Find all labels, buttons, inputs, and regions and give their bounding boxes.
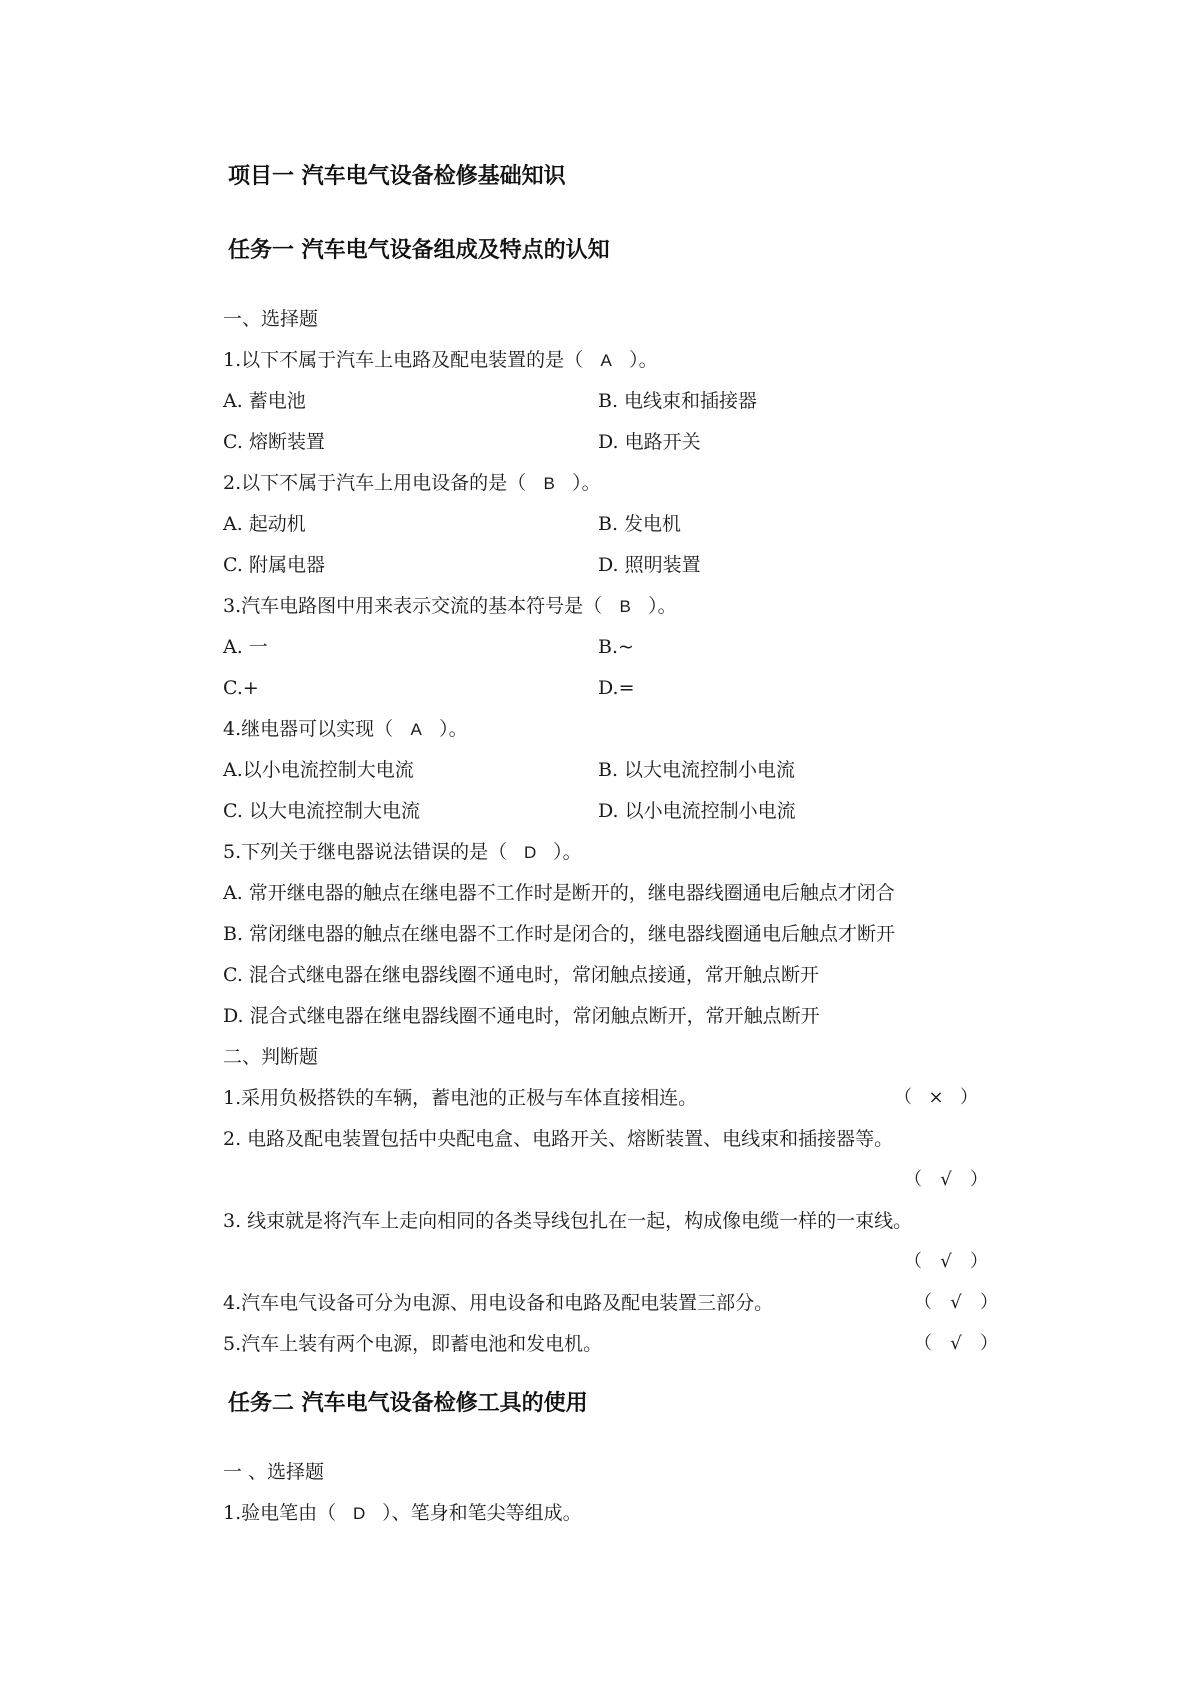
judgment-3: 3. 线束就是将汽车上走向相同的各类导线包扎在一起，构成像电缆一样的一束线。 bbox=[223, 1210, 913, 1232]
paren-open: （ bbox=[904, 1251, 922, 1272]
question-close: ）。 bbox=[648, 595, 677, 617]
section2-label: 二、判断题 bbox=[223, 1046, 319, 1068]
task2-section1-label: 一 、选择题 bbox=[223, 1461, 325, 1483]
paren-open: （ bbox=[904, 1169, 922, 1190]
option-c: C. 混合式继电器在继电器线圈不通电时，常闭触点接通，常开触点断开 bbox=[223, 964, 819, 986]
option-c: C. 附属电器 bbox=[223, 554, 325, 576]
judgment-5: 5.汽车上装有两个电源，即蓄电池和发电机。 bbox=[223, 1333, 603, 1355]
option-b: B. 发电机 bbox=[598, 513, 682, 535]
task1-title: 任务一 汽车电气设备组成及特点的认知 bbox=[228, 238, 610, 263]
paren-close: ） bbox=[980, 1333, 998, 1354]
question-stem: 3.汽车电路图中用来表示交流的基本符号是（ bbox=[223, 595, 603, 617]
option-a: A. 起动机 bbox=[223, 513, 306, 535]
question-close: ）。 bbox=[572, 472, 601, 494]
option-b: B. 电线束和插接器 bbox=[598, 390, 758, 412]
answer: A bbox=[410, 720, 422, 739]
answer: D bbox=[524, 843, 537, 862]
question-2 bbox=[223, 471, 601, 495]
paren-open: （ bbox=[914, 1333, 932, 1354]
paren-close: ） bbox=[970, 1251, 988, 1272]
answer: B bbox=[543, 474, 555, 493]
paren-open: （ bbox=[914, 1292, 932, 1313]
project-title: 项目一 汽车电气设备检修基础知识 bbox=[228, 164, 566, 189]
judgment-mark-3 bbox=[904, 1250, 988, 1274]
paren-open: （ bbox=[894, 1087, 912, 1108]
mark: √ bbox=[940, 1251, 952, 1272]
question-stem: 1.验电笔由（ bbox=[223, 1502, 337, 1524]
question-3 bbox=[223, 594, 677, 618]
option-d: D. 电路开关 bbox=[598, 431, 701, 453]
question-stem: 4.继电器可以实现（ bbox=[223, 718, 394, 740]
option-d: D. 以小电流控制小电流 bbox=[598, 800, 796, 822]
judgment-mark-2 bbox=[904, 1168, 988, 1192]
question-stem: 5.下列关于继电器说法错误的是（ bbox=[223, 841, 508, 863]
paren-close: ） bbox=[970, 1169, 988, 1190]
answer: B bbox=[619, 597, 631, 616]
question-close: ）、笔身和笔尖等组成。 bbox=[382, 1502, 582, 1524]
paren-close: ） bbox=[980, 1292, 998, 1313]
question-close: ）。 bbox=[553, 841, 582, 863]
question-stem: 2.以下不属于汽车上用电设备的是（ bbox=[223, 472, 527, 494]
answer: A bbox=[600, 351, 612, 370]
option-a: A. 一 bbox=[223, 636, 268, 658]
option-a: A. 蓄电池 bbox=[223, 390, 306, 412]
option-b: B.~ bbox=[598, 636, 634, 658]
task2-question-1 bbox=[223, 1501, 582, 1525]
option-d: D.= bbox=[598, 677, 635, 699]
question-4 bbox=[223, 717, 468, 741]
judgment-1: 1.采用负极搭铁的车辆，蓄电池的正极与车体直接相连。 bbox=[223, 1087, 698, 1109]
mark: √ bbox=[950, 1292, 962, 1313]
section1-label: 一、选择题 bbox=[223, 308, 319, 330]
question-close: ）。 bbox=[629, 349, 658, 371]
question-1 bbox=[223, 348, 658, 372]
option-c: C. 熔断装置 bbox=[223, 431, 325, 453]
mark: √ bbox=[950, 1333, 962, 1354]
question-close: ）。 bbox=[439, 718, 468, 740]
question-5 bbox=[223, 840, 582, 864]
judgment-4: 4.汽车电气设备可分为电源、用电设备和电路及配电装置三部分。 bbox=[223, 1292, 774, 1314]
question-stem: 1.以下不属于汽车上电路及配电装置的是（ bbox=[223, 349, 584, 371]
answer: D bbox=[353, 1504, 366, 1523]
judgment-2: 2. 电路及配电装置包括中央配电盒、电路开关、熔断装置、电线束和插接器等。 bbox=[223, 1128, 894, 1150]
option-a: A. 常开继电器的触点在继电器不工作时是断开的，继电器线圈通电后触点才闭合 bbox=[223, 882, 895, 904]
judgment-mark-5 bbox=[914, 1332, 998, 1356]
judgment-mark-1 bbox=[894, 1086, 978, 1110]
option-d: D. 照明装置 bbox=[598, 554, 701, 576]
option-d: D. 混合式继电器在继电器线圈不通电时，常闭触点断开，常开触点断开 bbox=[223, 1005, 820, 1027]
option-b: B. 常闭继电器的触点在继电器不工作时是闭合的，继电器线圈通电后触点才断开 bbox=[223, 923, 896, 945]
option-b: B. 以大电流控制小电流 bbox=[598, 759, 796, 781]
paren-close: ） bbox=[960, 1087, 978, 1108]
option-c: C. 以大电流控制大电流 bbox=[223, 800, 420, 822]
judgment-mark-4 bbox=[914, 1291, 998, 1315]
mark: √ bbox=[940, 1169, 952, 1190]
option-c: C.+ bbox=[223, 677, 259, 699]
option-a: A.以小电流控制大电流 bbox=[223, 759, 414, 781]
task2-title: 任务二 汽车电气设备检修工具的使用 bbox=[228, 1391, 588, 1416]
mark: × bbox=[928, 1087, 944, 1108]
